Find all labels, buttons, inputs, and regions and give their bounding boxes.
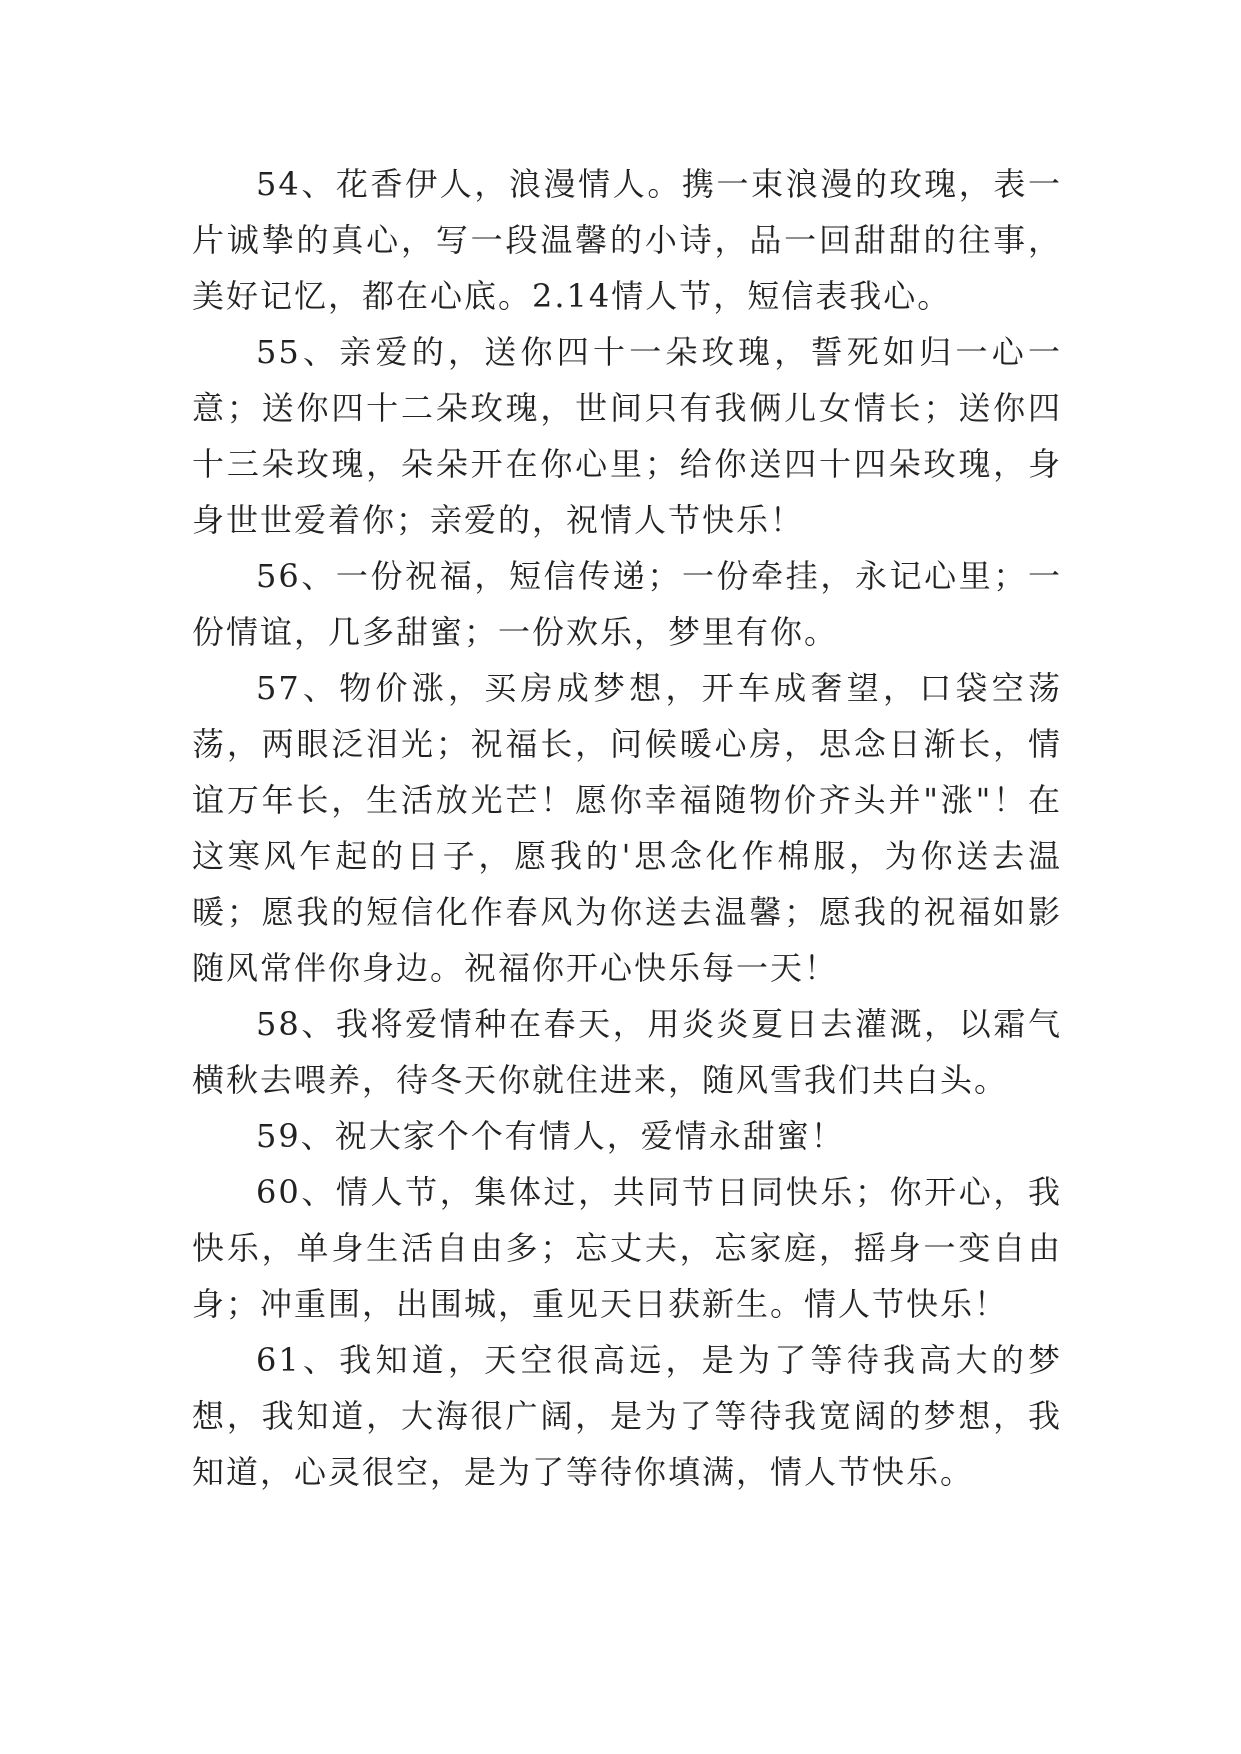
- paragraph-60: 60、情人节，集体过，共同节日同快乐；你开心，我快乐，单身生活自由多；忘丈夫，忘家庭，摇身一变自由身；冲重围，出围城，重见天日获新生。情人节快乐！: [192, 1173, 1062, 1323]
- paragraph-56: 56、一份祝福，短信传递；一份牵挂，永记心里；一份情谊，几多甜蜜；一份欢乐，梦里有你。: [192, 557, 1062, 651]
- paragraph-59: 59、祝大家个个有情人，爱情永甜蜜！: [256, 1117, 845, 1155]
- paragraph-57: 57、物价涨，买房成梦想，开车成奢望，口袋空荡荡，两眼泛泪光；祝福长，问候暖心房，思念日渐长，情谊万年长，生活放光芒！愿你幸福随物价齐头并"涨"！在这寒风乍起的日子，愿我的'思念化作棉服，为你送去温暖；愿我的短信化作春风为你送去温馨；愿我的祝福如影随风常伴你身边。祝福你开心快乐每一天！: [192, 669, 1062, 987]
- document-body: [192, 156, 1062, 1500]
- paragraph-58: 58、我将爱情种在春天，用炎炎夏日去灌溉，以霜气横秋去喂养，待冬天你就住进来，随风雪我们共白头。: [192, 1005, 1062, 1099]
- paragraph-54: 54、花香伊人，浪漫情人。携一束浪漫的玫瑰，表一片诚挚的真心，写一段温馨的小诗，品一回甜甜的往事，美好记忆，都在心底。2.14情人节，短信表我心。: [192, 165, 1062, 315]
- paragraph-55: 55、亲爱的，送你四十一朵玫瑰，誓死如归一心一意；送你四十二朵玫瑰，世间只有我俩儿女情长；送你四十三朵玫瑰，朵朵开在你心里；给你送四十四朵玫瑰，身身世世爱着你；亲爱的，祝情人节快乐！: [192, 333, 1062, 539]
- paragraph-61: 61、我知道，天空很高远，是为了等待我高大的梦想，我知道，大海很广阔，是为了等待我宽阔的梦想，我知道，心灵很空，是为了等待你填满，情人节快乐。: [192, 1341, 1062, 1491]
